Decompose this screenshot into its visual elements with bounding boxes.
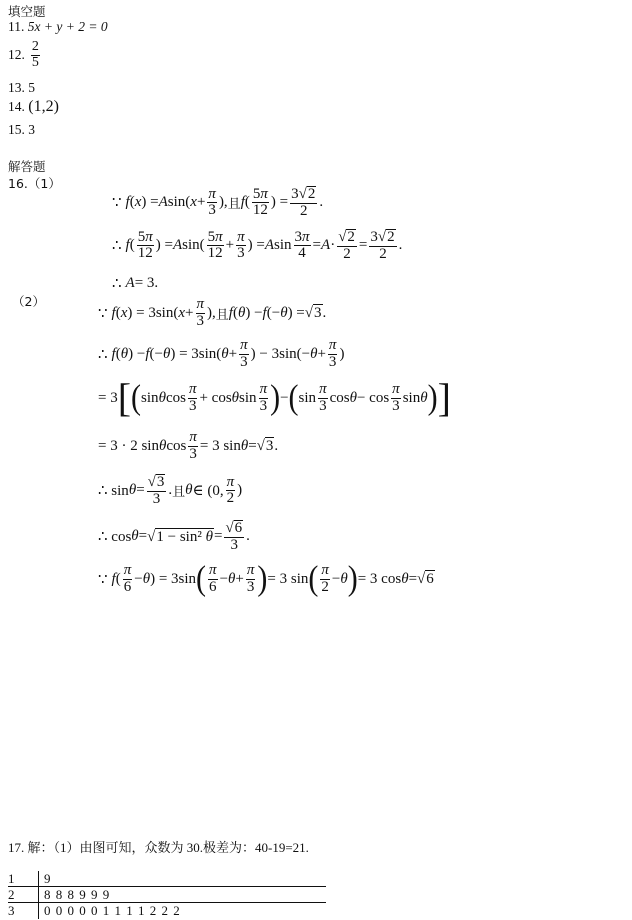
q17-text: 17. 解：（1）由图可知，众数为 30.极差为：40-19=21. (8, 840, 309, 855)
stem-value: 1 (8, 871, 15, 886)
section-title-solutions: 解答题 (8, 159, 46, 174)
stem-row (8, 903, 326, 918)
answer-15-value: 3 (28, 122, 35, 137)
stem-value: 2 (8, 887, 15, 902)
q16-2-eq1: ∵ f ( x ) = 3sin( x + $\frac{\pi}{3}$ ), 且 f ( θ ) − f (− θ ) = √ 3 . (98, 296, 327, 329)
answer-11-num: 11. (8, 19, 25, 34)
q16-part2-label: （2） (12, 294, 45, 309)
answer-15-num: 15. (8, 122, 25, 137)
stem-value: 3 (8, 903, 15, 918)
q16-eq1: ∵ f ( x ) = A sin( x + $\frac{\pi}{3}$ ), 且 f ( $\frac{5\pi}{12}$ ) = 3√ 2 2 . (112, 185, 324, 219)
answer-13-value: 5 (28, 80, 35, 95)
leaf-values: 0 0 0 0 0 1 1 1 1 2 2 2 (44, 903, 181, 918)
section-title-fill-blank: 填空题 (8, 4, 46, 19)
cn-qie-2: 且 (215, 307, 229, 323)
answer-12 (8, 40, 42, 70)
q16-2-eq2: ∴ f ( θ ) − f (− θ ) = 3sin( θ + $\frac{\pi}{3}$ ) − 3sin(− θ + $\frac{\pi}{3}$ ) (98, 337, 345, 370)
answer-12-fraction (31, 40, 40, 70)
answer-15 (8, 122, 35, 138)
answer-13 (8, 80, 35, 96)
answer-14-value: (1,2) (28, 98, 59, 115)
fraction-denominator: 5 (31, 54, 39, 70)
answer-14-num: 14. (8, 99, 25, 114)
cn-qie-3: 且 (172, 485, 186, 501)
fraction-numerator: 2 (31, 39, 39, 54)
q16-2-eq7: ∵ f ( $\frac{\pi}{6}$ − θ ) = 3sin ( $\frac{\pi}{6}$ − θ + $\frac{\pi}{3}$ ) = 3 sin ( $\frac{\pi}{2}$ − θ ) = 3 cos θ = √ 6 (98, 559, 434, 598)
stem-leaf-table (8, 871, 326, 919)
q16-eq2: ∴ f ( $\frac{5\pi}{12}$ ) = A sin( $\frac{5\pi}{12}$ + $\frac{\pi}{3}$ ) = A sin $\frac{3\pi}{4}$ = A · √ 2 2 = 3√ 2 2 . (112, 228, 403, 262)
q16-2-eq3: = 3 [ ( sin θ cos $\frac{\pi}{3}$ + cos θ sin $\frac{\pi}{3}$ ) − ( sin $\frac{\pi}{3}$ cos θ − cos $\frac{\pi}{3}$ sin θ ) ] (98, 375, 451, 420)
leaf-values: 9 (44, 871, 52, 886)
q16-2-eq4: = 3 · 2 sin θ cos $\frac{\pi}{3}$ = 3 sin θ = √ 3 . (98, 429, 279, 462)
cn-qie: 且 (227, 197, 241, 213)
answer-14 (8, 98, 59, 116)
answer-11 (8, 19, 108, 35)
leaf-values: 8 8 8 9 9 9 (44, 887, 111, 902)
stem-row (8, 887, 326, 902)
answer-12-num: 12. (8, 47, 25, 63)
answer-13-num: 13. (8, 80, 25, 95)
q16-2-eq6: ∴ cos θ = √ 1 − sin² θ = √ 6 3 . (98, 520, 250, 553)
q16-eq3: ∴ A = 3. (112, 275, 159, 292)
stem-row (8, 871, 326, 886)
answer-11-value: 5x + y + 2 = 0 (27, 19, 108, 34)
q16-2-eq5: ∴ sin θ = √ 3 3 . 且 θ ∈ (0, $\frac{\pi}{2}$ ) (98, 473, 243, 507)
q16-part1-label: 16.（1） (8, 176, 61, 191)
